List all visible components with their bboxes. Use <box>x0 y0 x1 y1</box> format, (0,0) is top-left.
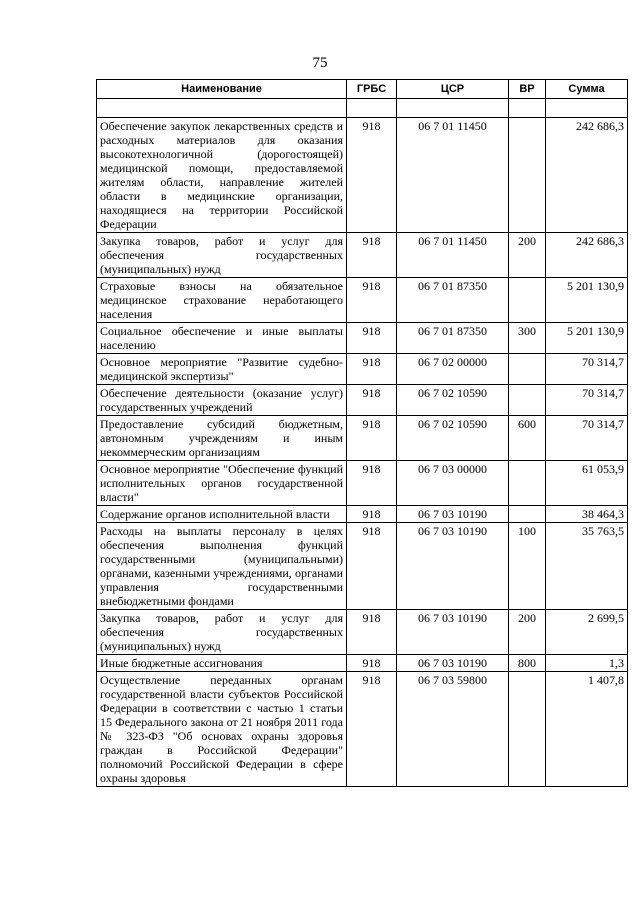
row-grbs: 918 <box>347 233 397 278</box>
row-csr: 06 7 03 10190 <box>397 523 509 610</box>
row-csr: 06 7 01 87350 <box>397 323 509 354</box>
header-sum: Сумма <box>546 80 628 99</box>
table-row <box>97 461 628 506</box>
row-vr <box>509 385 546 416</box>
table-row <box>97 523 628 610</box>
row-grbs: 918 <box>347 278 397 323</box>
row-vr: 200 <box>509 610 546 655</box>
table-body <box>97 99 628 787</box>
row-vr: 800 <box>509 655 546 672</box>
row-grbs: 918 <box>347 523 397 610</box>
row-name: Социальное обеспечение и иные выплаты населению <box>97 323 347 354</box>
table-row <box>97 118 628 233</box>
table-row <box>97 672 628 787</box>
row-name: Основное мероприятие "Обеспечение функций исполнительных органов государственной власти" <box>97 461 347 506</box>
row-vr <box>509 461 546 506</box>
row-grbs: 918 <box>347 385 397 416</box>
row-vr <box>509 354 546 385</box>
row-vr <box>509 278 546 323</box>
row-sum: 242 686,3 <box>546 233 628 278</box>
header-vr: ВР <box>509 80 546 99</box>
row-vr <box>509 672 546 787</box>
row-csr: 06 7 03 00000 <box>397 461 509 506</box>
row-csr: 06 7 02 10590 <box>397 385 509 416</box>
row-grbs: 918 <box>347 610 397 655</box>
row-name: Страховые взносы на обязательное медицинское страхование неработающего населения <box>97 278 347 323</box>
table-row <box>97 354 628 385</box>
row-name: Обеспечение деятельности (оказание услуг) государственных учреждений <box>97 385 347 416</box>
row-sum: 1,3 <box>546 655 628 672</box>
row-grbs: 918 <box>347 416 397 461</box>
row-name: Закупка товаров, работ и услуг для обеспечения государственных (муниципальных) нужд <box>97 233 347 278</box>
row-name: Основное мероприятие "Развитие судебно-медицинской экспертизы" <box>97 354 347 385</box>
row-sum: 70 314,7 <box>546 354 628 385</box>
row-name: Расходы на выплаты персоналу в целях обеспечения выполнения функций государственными (муниципальными) органами, казенными учреждениями, органами управления государственными внебюджетными фондами <box>97 523 347 610</box>
row-csr: 06 7 01 11450 <box>397 118 509 233</box>
table-row <box>97 278 628 323</box>
row-vr: 300 <box>509 323 546 354</box>
row-csr: 06 7 02 00000 <box>397 354 509 385</box>
row-grbs: 918 <box>347 118 397 233</box>
row-vr <box>509 506 546 523</box>
budget-table <box>96 79 628 787</box>
row-grbs: 918 <box>347 655 397 672</box>
table-row <box>97 416 628 461</box>
row-csr: 06 7 03 10190 <box>397 610 509 655</box>
row-name: Содержание органов исполнительной власти <box>97 506 347 523</box>
row-sum: 5 201 130,9 <box>546 323 628 354</box>
row-csr: 06 7 03 59800 <box>397 672 509 787</box>
row-sum: 70 314,7 <box>546 385 628 416</box>
row-sum: 38 464,3 <box>546 506 628 523</box>
header-name: Наименование <box>97 80 347 99</box>
row-name: Осуществление переданных органам государственной власти субъектов Российской Федерации в соответствии с частью 1 статьи 15 Федерального закона от 21 ноября 2011 года № 323-ФЗ "Об основах охраны здоровья граждан в Российской Федерации" полномочий Российской Федерации в сфере охраны здоровья <box>97 672 347 787</box>
row-name: Предоставление субсидий бюджетным, автономным учреждениям и иным некоммерческим организациям <box>97 416 347 461</box>
row-name: Обеспечение закупок лекарственных средств и расходных материалов для оказания высокотехнологичной (дорогостоящей) медицинской помощи, предоставляемой жителям области, направление жителей области в медицинские организации, находящиеся на территории Российской Федерации <box>97 118 347 233</box>
header-grbs: ГРБС <box>347 80 397 99</box>
row-csr: 06 7 01 11450 <box>397 233 509 278</box>
table-row <box>97 323 628 354</box>
row-vr: 600 <box>509 416 546 461</box>
row-grbs: 918 <box>347 323 397 354</box>
row-vr <box>509 118 546 233</box>
row-grbs: 918 <box>347 354 397 385</box>
row-grbs: 918 <box>347 461 397 506</box>
row-csr: 06 7 01 87350 <box>397 278 509 323</box>
table-header <box>97 80 628 99</box>
row-name: Иные бюджетные ассигнования <box>97 655 347 672</box>
row-csr: 06 7 03 10190 <box>397 655 509 672</box>
table-row <box>97 233 628 278</box>
row-csr: 06 7 03 10190 <box>397 506 509 523</box>
row-vr: 200 <box>509 233 546 278</box>
row-sum: 242 686,3 <box>546 118 628 233</box>
row-sum: 2 699,5 <box>546 610 628 655</box>
row-sum: 61 053,9 <box>546 461 628 506</box>
header-csr: ЦСР <box>397 80 509 99</box>
page-number: 75 <box>312 55 328 71</box>
row-sum: 35 763,5 <box>546 523 628 610</box>
row-name: Закупка товаров, работ и услуг для обеспечения государственных (муниципальных) нужд <box>97 610 347 655</box>
table-row <box>97 610 628 655</box>
row-csr: 06 7 02 10590 <box>397 416 509 461</box>
spacer-row <box>97 99 628 118</box>
row-sum: 5 201 130,9 <box>546 278 628 323</box>
table-row <box>97 655 628 672</box>
table-row <box>97 506 628 523</box>
row-sum: 1 407,8 <box>546 672 628 787</box>
row-sum: 70 314,7 <box>546 416 628 461</box>
table-row <box>97 385 628 416</box>
row-vr: 100 <box>509 523 546 610</box>
row-grbs: 918 <box>347 672 397 787</box>
row-grbs: 918 <box>347 506 397 523</box>
